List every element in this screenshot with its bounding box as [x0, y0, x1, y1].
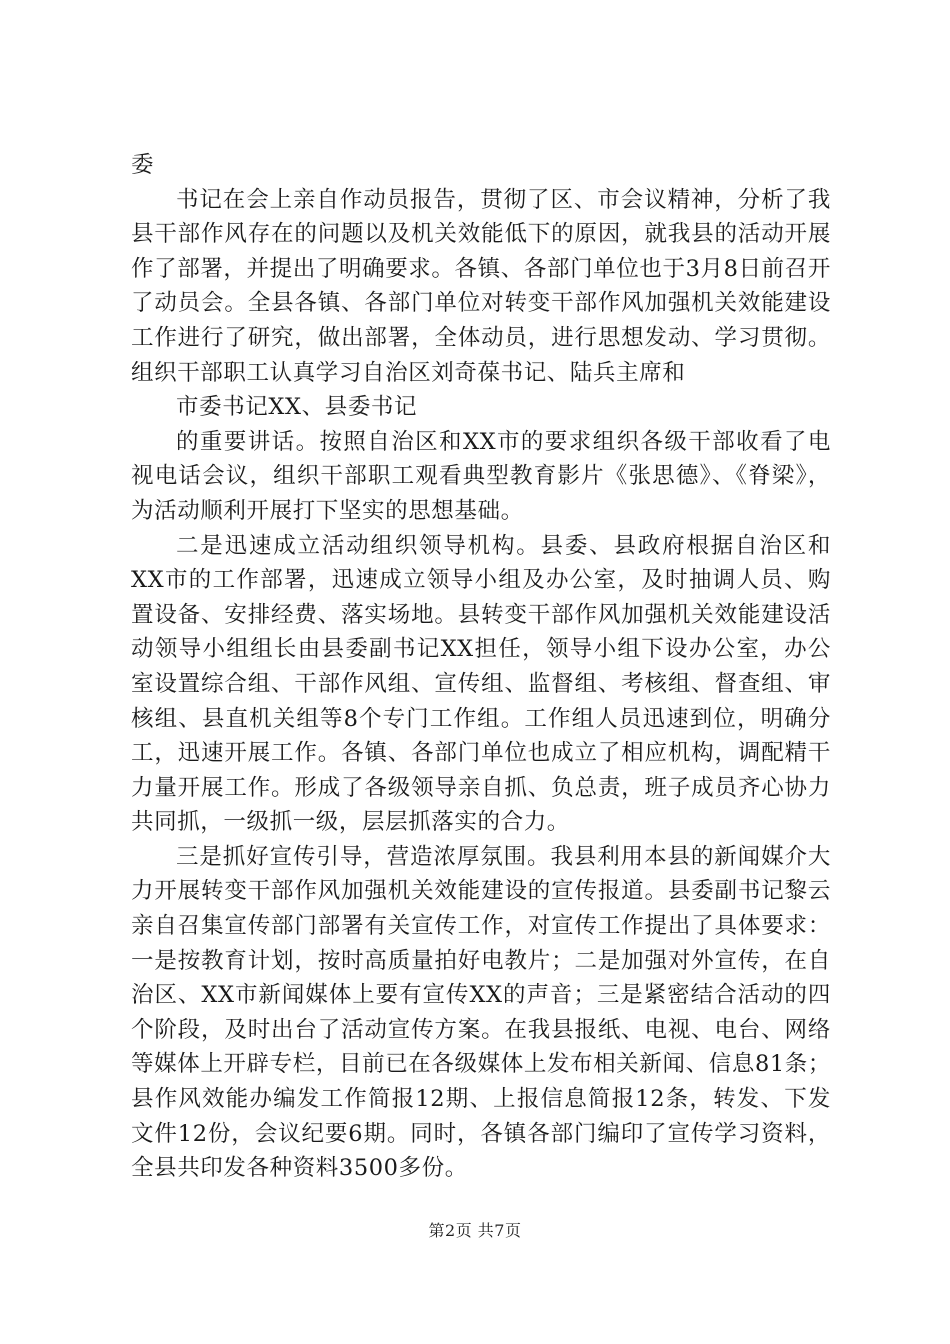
- paragraph-fragment: 委: [131, 152, 155, 178]
- paragraph-secretaries: 市委书记XX、县委书记: [176, 394, 418, 421]
- paragraph-speech: 的重要讲话。按照自治区和XX市的要求组织各级干部收看了电视电话会议，组织干部职工观看典型教育影片《张思德》、《脊梁》，为活动顺利开展打下坚实的思想基础。: [131, 428, 831, 524]
- paragraph-publicity: 三是抓好宣传引导，营造浓厚氛围。我县利用本县的新闻媒介大力开展转变干部作风加强机关效能建设的宣传报道。县委副书记黎云亲自召集宣传部门部署有关宣传工作，对宣传工作提出了具体要求：一是按教育计划，按时高质量拍好电教片；二是加强对外宣传，在自治区、XX市新闻媒体上要有宣传XX的声音；三是紧密结合活动的四个阶段，及时出台了活动宣传方案。在我县报纸、电视、电台、网络等媒体上开辟专栏，目前已在各级媒体上发布相关新闻、信息81条；县作风效能办编发工作简报12期、上报信息简报12条，转发、下发文件12份，会议纪要6期。同时，各镇各部门编印了宣传学习资料，全县共印发各种资料3500多份。: [131, 843, 831, 1182]
- document-body: [131, 148, 831, 1186]
- page-footer: 第2页 共7页: [428, 1221, 522, 1240]
- paragraph-mobilization: 书记在会上亲自作动员报告，贯彻了区、市会议精神，分析了我县干部作风存在的问题以及机关效能低下的原因，就我县的活动开展作了部署，并提出了明确要求。各镇、各部门单位也于3月8日前召开了动员会。全县各镇、各部门单位对转变干部作风加强机关效能建设工作进行了研究，做出部署，全体动员，进行思想发动、学习贯彻。组织干部职工认真学习自治区刘奇葆书记、陆兵主席和: [131, 186, 831, 386]
- paragraph-organization: 二是迅速成立活动组织领导机构。县委、县政府根据自治区和XX市的工作部署，迅速成立领导小组及办公室，及时抽调人员、购置设备、安排经费、落实场地。县转变干部作风加强机关效能建设活动领导小组组长由县委副书记XX担任，领导小组下设办公室，办公室设置综合组、干部作风组、宣传组、监督组、考核组、督查组、审核组、县直机关组等8个专门工作组。工作组人员迅速到位，明确分工，迅速开展工作。各镇、各部门单位也成立了相应机构，调配精干力量开展工作。形成了各级领导亲自抓、负总责，班子成员齐心协力共同抓，一级抓一级，层层抓落实的合力。: [131, 532, 831, 836]
